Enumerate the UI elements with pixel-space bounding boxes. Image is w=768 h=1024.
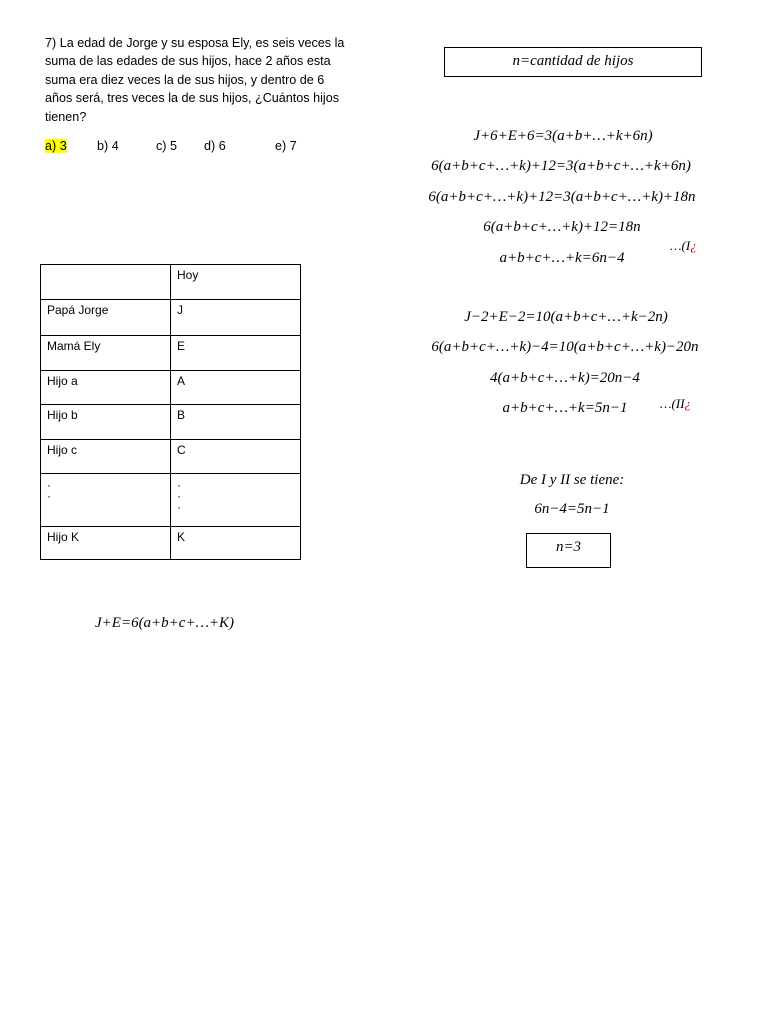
table-row	[41, 300, 301, 336]
answer-box: n=3	[526, 533, 611, 568]
sum-equation: J+E=6(a+b+c+…+K)	[95, 615, 235, 631]
conclusion-equation: 6n−4=5n−1	[534, 501, 610, 517]
table-row-ellipsis	[41, 474, 301, 527]
table-row	[41, 336, 301, 371]
table-cell: Hijo a	[41, 371, 171, 405]
option-c: c) 5	[156, 139, 177, 153]
table-cell: C	[171, 440, 301, 474]
label-text: …(II	[660, 396, 685, 411]
definition-box: n=cantidad de hijos	[444, 47, 702, 77]
table-cell: K	[171, 527, 301, 560]
answer-options	[45, 139, 325, 157]
equation-line: a+b+c+…+k=5n−1	[502, 400, 628, 416]
option-b: b) 4	[97, 139, 119, 153]
equation-line: a+b+c+…+k=6n−4	[499, 250, 625, 266]
table-cell: A	[171, 371, 301, 405]
option-a: a) 3	[45, 139, 67, 153]
table-row	[41, 527, 301, 560]
equation-line: 6(a+b+c+…+k)+12=3(a+b+c+…+k)+18n	[428, 189, 696, 205]
equation-label-2	[660, 396, 691, 412]
table-cell: · · ·	[171, 474, 301, 527]
equation-label-1	[670, 238, 697, 254]
label-mark: ¿	[690, 238, 697, 253]
label-mark: ¿	[684, 396, 692, 411]
equation-line: J−2+E−2=10(a+b+c+…+k−2n)	[464, 309, 668, 325]
option-e: e) 7	[275, 139, 297, 153]
equation-line: 6(a+b+c+…+k)+12=18n	[483, 219, 641, 235]
table-header-row	[41, 265, 301, 300]
table-cell: E	[171, 336, 301, 371]
table-header-cell: Hoy	[171, 265, 301, 300]
table-cell: Papá Jorge	[41, 300, 171, 336]
equation-line: 4(a+b+c+…+k)=20n−4	[490, 370, 640, 386]
conclusion-text: De I y II se tiene:	[519, 472, 625, 488]
label-text: …(I	[670, 238, 691, 253]
problem-statement: 7) La edad de Jorge y su esposa Ely, es seis veces la suma de las edades de sus hijos, hace 2 años esta suma era diez veces la de sus hijos, y dentro de 6 años será, tres veces la de sus hijos, ¿Cuántos hijos tienen?	[45, 36, 345, 124]
option-d: d) 6	[204, 139, 226, 153]
table-cell: Hijo K	[41, 527, 171, 560]
table-row	[41, 440, 301, 474]
equation-line: J+6+E+6=3(a+b+…+k+6n)	[473, 128, 653, 144]
table-cell: J	[171, 300, 301, 336]
table-cell: Hijo b	[41, 405, 171, 440]
table-cell: Mamá Ely	[41, 336, 171, 371]
table-header-cell	[41, 265, 171, 300]
table-row	[41, 405, 301, 440]
equation-line: 6(a+b+c+…+k)+12=3(a+b+c+…+k+6n)	[431, 158, 691, 174]
table-cell: B	[171, 405, 301, 440]
ages-table	[40, 264, 301, 560]
equation-line: 6(a+b+c+…+k)−4=10(a+b+c+…+k)−20n	[431, 339, 699, 355]
table-cell: · ·	[41, 474, 171, 527]
table-cell: Hijo c	[41, 440, 171, 474]
table-row	[41, 371, 301, 405]
